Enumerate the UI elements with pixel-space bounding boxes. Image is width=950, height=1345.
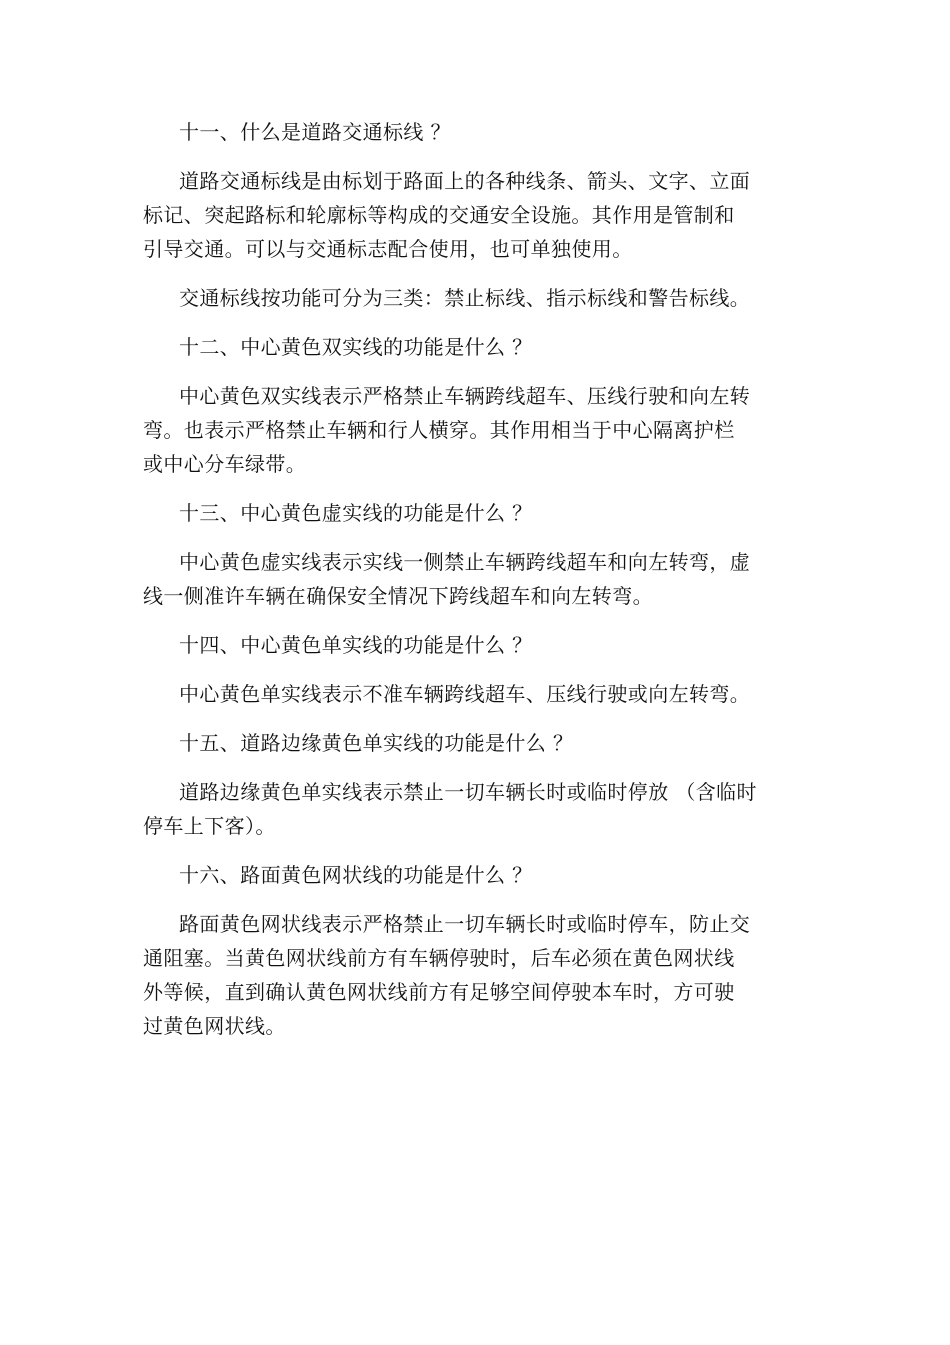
paragraph-line: 通阻塞。当黄色网状线前方有车辆停驶时，后车必须在黄色网状线 <box>143 946 735 970</box>
heading-12: 十二、中心黄色双实线的功能是什么 ？ <box>179 335 533 359</box>
paragraph-line: 中心黄色单实线表示不准车辆跨线超车、压线行驶或向左转弯。 <box>179 682 751 706</box>
heading-11: 十一、什么是道路交通标线 ？ <box>179 120 451 144</box>
paragraph-line: 线一侧准许车辆在确保安全情况下跨线超车和向左转弯。 <box>143 584 653 608</box>
paragraph-line: 交通标线按功能可分为三类：禁止标线、指示标线和警告标线。 <box>179 286 751 310</box>
paragraph-line: 中心黄色双实线表示严格禁止车辆跨线超车、压线行驶和向左转 <box>179 384 751 408</box>
paragraph-line: 引导交通。可以与交通标志配合使用，也可单独使用。 <box>143 237 633 261</box>
heading-16: 十六、路面黄色网状线的功能是什么 ？ <box>179 863 533 887</box>
paragraph-line: 道路交通标线是由标划于路面上的各种线条、箭头、文字、立面 <box>179 169 751 193</box>
paragraph-line: 停车上下客）。 <box>143 814 276 838</box>
paragraph-line: 路面黄色网状线表示严格禁止一切车辆长时或临时停车，防止交 <box>179 912 751 936</box>
paragraph-line: 外等候，直到确认黄色网状线前方有足够空间停驶本车时，方可驶 <box>143 980 735 1004</box>
heading-13: 十三、中心黄色虚实线的功能是什么 ？ <box>179 501 533 525</box>
paragraph-line: 中心黄色虚实线表示实线一侧禁止车辆跨线超车和向左转弯，虚 <box>179 550 751 574</box>
paragraph-line: 或中心分车绿带。 <box>143 452 307 476</box>
paragraph-line: 过黄色网状线。 <box>143 1014 286 1038</box>
paragraph-line: 标记、突起路标和轮廓标等构成的交通安全设施。其作用是管制和 <box>143 203 735 227</box>
heading-15: 十五、道路边缘黄色单实线的功能是什么 ？ <box>179 731 574 755</box>
paragraph-line: 道路边缘黄色单实线表示禁止一切车辆长时或临时停放 （含临时 <box>179 780 757 804</box>
heading-14: 十四、中心黄色单实线的功能是什么 ？ <box>179 633 533 657</box>
paragraph-line: 弯。也表示严格禁止车辆和行人横穿。其作用相当于中心隔离护栏 <box>143 418 735 442</box>
